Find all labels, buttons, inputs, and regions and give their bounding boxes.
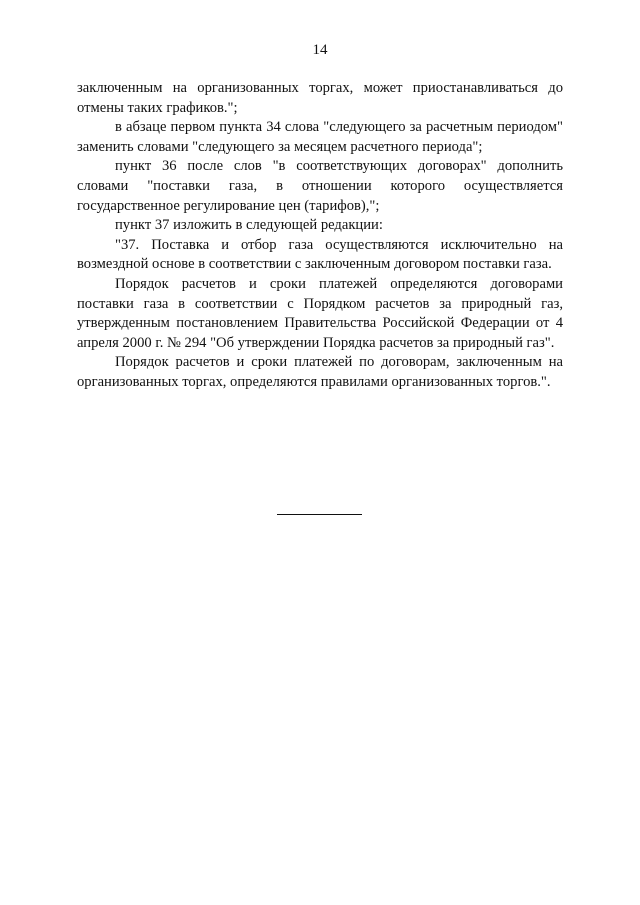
document-end-rule (277, 514, 362, 515)
paragraph-amendment-point-37-intro: пункт 37 изложить в следующей редакции: (115, 217, 383, 234)
paragraph-payment-procedure: Порядок расчетов и сроки платежей определяются договорами поставки газа в соответствии с Порядком расчетов за природный газ, утвержденным постановлением Правительства Российской Федерации от 4 апреля 2000 г. № 294 "Об утверждении Порядка расчетов за природный газ". (77, 275, 563, 351)
page-number: 14 (312, 42, 328, 58)
paragraph-point-37-text: "37. Поставка и отбор газа осуществляются исключительно на возмездной основе в соответствии с заключенным договором поставки газа. (77, 236, 563, 273)
document-body (77, 79, 563, 393)
paragraph-organized-trading-payments: Порядок расчетов и сроки платежей по договорам, заключенным на организованных торгах, определяются правилами организованных торгов.". (77, 354, 563, 390)
paragraph-amendment-point-34: в абзаце первом пункта 34 слова "следующего за расчетным периодом" заменить словами "следующего за месяцем расчетного периода"; (77, 119, 563, 155)
paragraph-continuation: заключенным на организованных торгах, может приостанавливаться до отмены таких графиков."; (77, 80, 563, 116)
paragraph-amendment-point-36: пункт 36 после слов "в соответствующих договорах" дополнить словами "поставки газа, в отношении которого осуществляется государственное регулирование цен (тарифов),"; (77, 158, 563, 214)
